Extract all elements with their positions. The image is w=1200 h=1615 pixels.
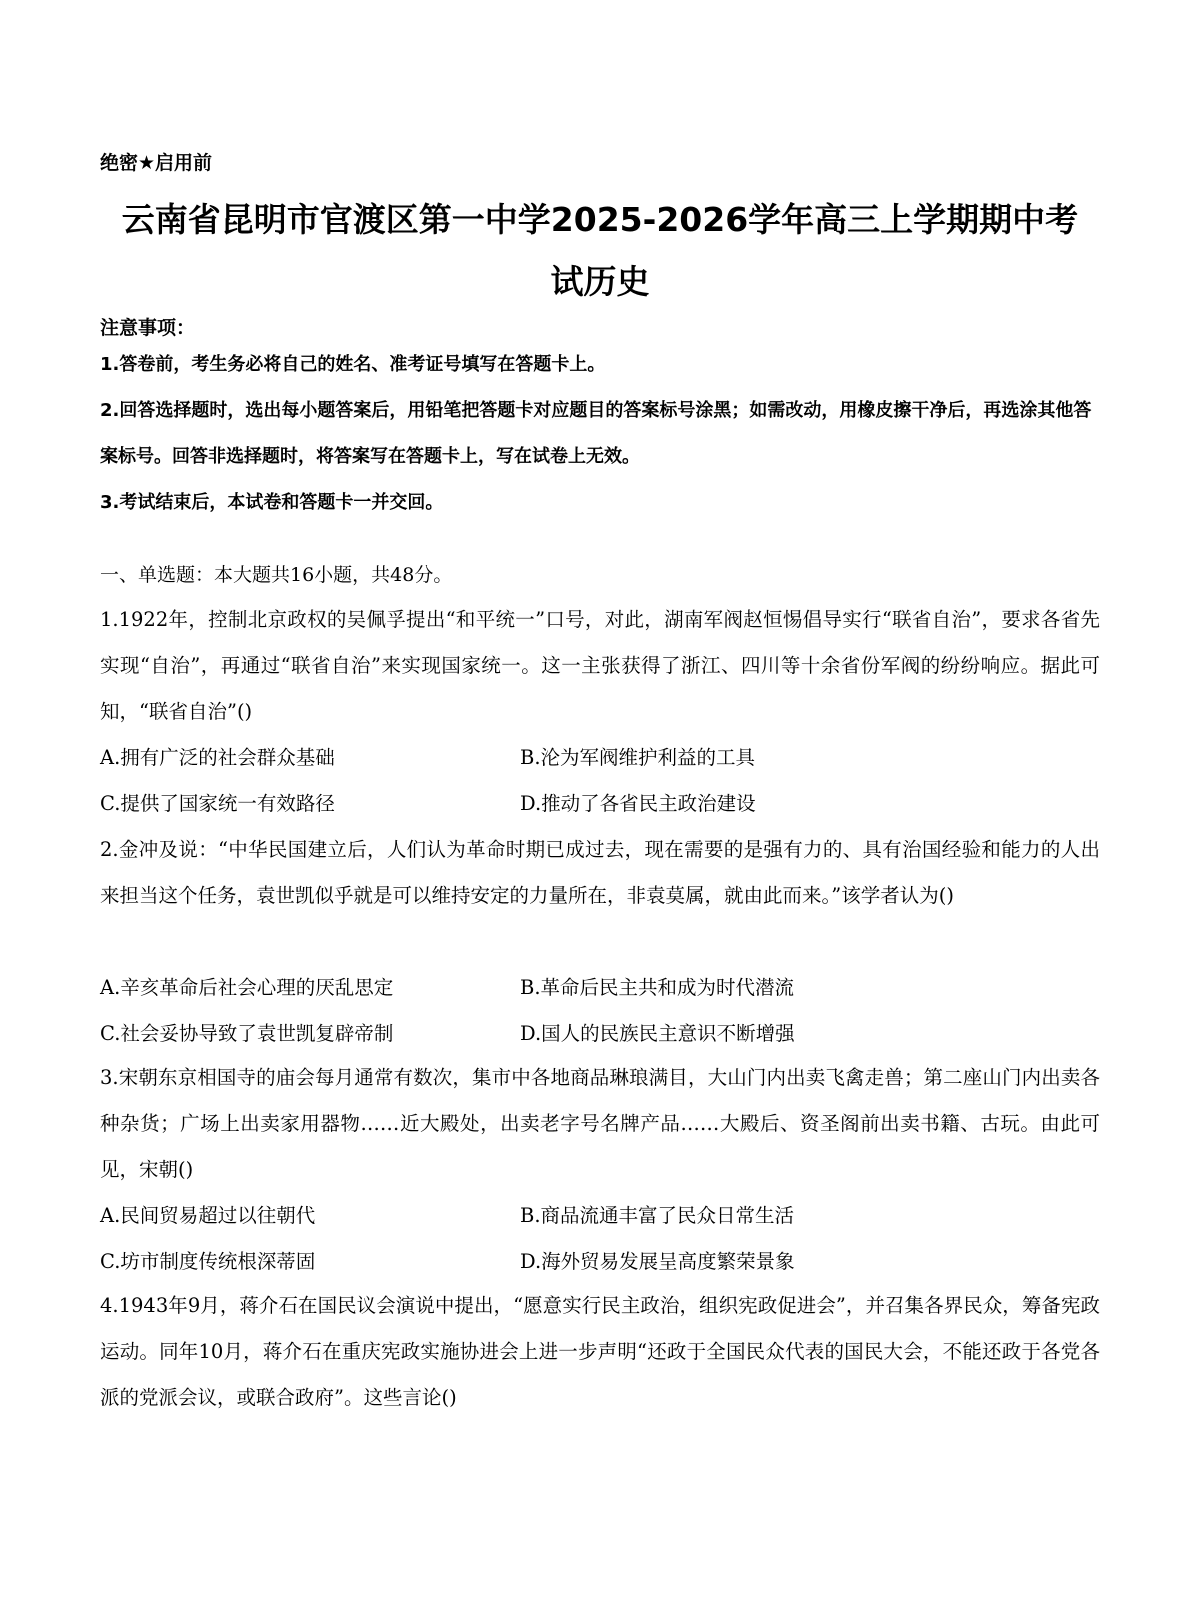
notice-item-2: 2.回答选择题时，选出每小题答案后，用铅笔把答题卡对应题目的答案标号涂黑；如需改动，用橡皮擦干净后，再选涂其他答案标号。回答非选择题时，将答案写在答题卡上，写在试卷上无效。 (100, 400, 1092, 467)
option-row (100, 735, 1100, 781)
question-2-options (100, 965, 1100, 1057)
question-2-stem: 2.金冲及说：“中华民国建立后，人们认为革命时期已成过去，现在需要的是强有力的、具有治国经验和能力的人出来担当这个任务，袁世凯似乎就是可以维持安定的力量所在，非袁莫属，就由此而来。”该学者认为() (100, 838, 1100, 907)
option-row (100, 1011, 1100, 1057)
notice-item-1: 1.答卷前，考生务必将自己的姓名、准考证号填写在答题卡上。 (100, 354, 606, 375)
section-title: 一、单选题：本大题共16小题，共48分。 (100, 564, 453, 586)
option-c: C.社会妥协导致了袁世凯复辟帝制 (100, 1022, 394, 1045)
option-d: D.国人的民族民主意识不断增强 (520, 1022, 795, 1045)
option-c: C.提供了国家统一有效路径 (100, 792, 335, 815)
exam-title-line2: 试历史 (550, 262, 650, 301)
exam-title-line1: 云南省昆明市官渡区第一中学2025-2026学年高三上学期期中考 (121, 200, 1079, 239)
notice-heading: 注意事项： (100, 317, 196, 339)
option-b: B.商品流通丰富了民众日常生活 (520, 1204, 795, 1227)
option-row (100, 781, 1100, 827)
option-row (100, 1239, 1100, 1285)
option-b: B.革命后民主共和成为时代潜流 (520, 976, 795, 999)
notice-item-3: 3.考试结束后，本试卷和答题卡一并交回。 (100, 492, 444, 513)
option-a: A.民间贸易超过以往朝代 (100, 1204, 316, 1227)
option-c: C.坊市制度传统根深蒂固 (100, 1250, 316, 1273)
question-3-options (100, 1193, 1100, 1285)
question-3-stem: 3.宋朝东京相国寺的庙会每月通常有数次，集市中各地商品琳琅满目，大山门内出卖飞禽走兽；第二座山门内出卖各种杂货；广场上出卖家用器物……近大殿处，出卖老字号名牌产品……大殿后、资圣阁前出卖书籍、古玩。由此可见，宋朝() (100, 1066, 1100, 1181)
option-a: A.拥有广泛的社会群众基础 (100, 746, 335, 769)
option-row (100, 1193, 1100, 1239)
secret-label: 绝密★启用前 (100, 152, 213, 174)
option-d: D.推动了各省民主政治建设 (520, 792, 756, 815)
question-1-stem: 1.1922年，控制北京政权的吴佩孚提出“和平统一”口号，对此，湖南军阀赵恒惕倡导实行“联省自治”，要求各省先实现“自治”，再通过“联省自治”来实现国家统一。这一主张获得了浙江、四川等十余省份军阀的纷纷响应。据此可知，“联省自治”() (100, 608, 1100, 723)
question-4-stem: 4.1943年9月，蒋介石在国民议会演说中提出，“愿意实行民主政治，组织宪政促进会”，并召集各界民众，筹备宪政运动。同年10月，蒋介石在重庆宪政实施协进会上进一步声明“还政于全国民众代表的国民大会，不能还政于各党各派的党派会议，或联合政府”。这些言论() (100, 1294, 1100, 1409)
option-b: B.沦为军阀维护利益的工具 (520, 746, 756, 769)
option-row (100, 965, 1100, 1011)
question-1-options (100, 735, 1100, 827)
option-d: D.海外贸易发展呈高度繁荣景象 (520, 1250, 795, 1273)
option-a: A.辛亥革命后社会心理的厌乱思定 (100, 976, 394, 999)
